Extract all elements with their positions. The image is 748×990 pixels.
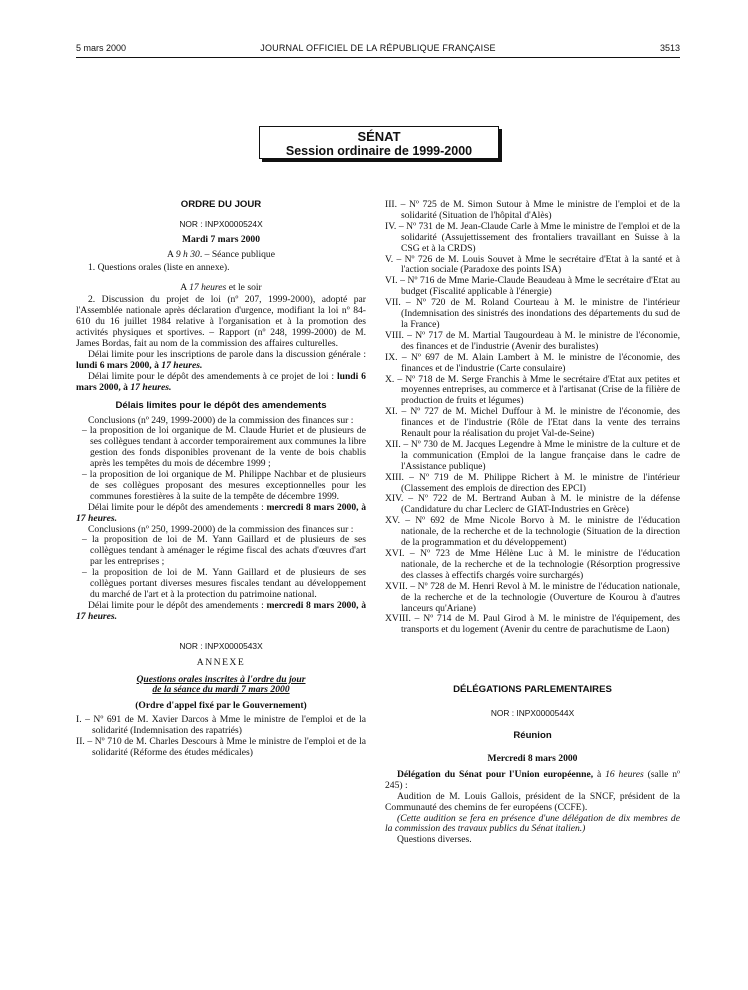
question-8: VIII. – Nº 717 de M. Martial Taugourdeau à M. le ministre de l'économie, des finances et de l'industrie (Avenir des buralistes): [385, 329, 680, 352]
question-3: III. – Nº 725 de M. Simon Sutour à Mme le ministre de l'emploi et de la solidarité (Situation de l'hôpital d'Alès): [385, 199, 680, 221]
delais-title: Délais limites pour le dépôt des amendements: [115, 399, 327, 411]
conclusions-250: Conclusions (nº 250, 1999-2000) de la commission des finances sur :: [88, 523, 354, 535]
question-11: XI. – Nº 727 de M. Michel Duffour à M. le ministre de l'économie, des finances et de l'industrie (Rôle de l'Etat dans la vente des terrains Renault pour la réalisation du projet Val-de-Seine): [385, 406, 680, 440]
question-4: IV. – Nº 731 de M. Jean-Claude Carle à Mme le ministre de l'emploi et de la solidarité (Assujettissement des frontaliers travaillant en Suisse à la CSG et à la CRDS): [385, 220, 680, 254]
question-9: IX. – Nº 697 de M. Alain Lambert à M. le ministre de l'économie, des finances et de l'industrie (Carte consulaire): [385, 351, 680, 374]
proposal-huriet: – la proposition de loi organique de M. Claude Huriet et de plusieurs de ses collègues tendant à accorder temporairement aux communes la libre gestion des fonds disponibles provenant de la vente de bois chablis après les tempêtes du mois de décembre 1999 ;: [82, 425, 366, 470]
senat-title: SÉNAT: [357, 129, 401, 144]
delegation-ue: Délégation du Sénat pour l'Union européenne, à 16 heures (salle nº 245) :: [385, 768, 680, 791]
annexe-title: ANNEXE: [196, 656, 246, 668]
nor-reference-annexe: NOR : INPX0000543X: [179, 640, 263, 651]
right-column: [385, 200, 680, 846]
left-column: [76, 200, 366, 759]
question-16: XVI. – Nº 723 de Mme Hélène Luc à M. le ministre de l'éducation nationale, de la recherche et de la technologie (Résorption progressive des classes à effectifs chargés voire surchargés): [385, 548, 680, 581]
reunion-day: Mercredi 8 mars 2000: [487, 752, 578, 764]
reunion-title: Réunion: [513, 730, 552, 742]
audition-note: (Cette audition se fera en présence d'une délégation de dix membres de la commission des travaux publics du Sénat italien.): [385, 812, 680, 835]
deadline-250: Délai limite pour le dépôt des amendements : mercredi 8 mars 2000, à 17 heures.: [76, 599, 366, 622]
agenda-item-2: 2. Discussion du projet de loi (nº 207, 1999-2000), adopté par l'Assemblée nationale après déclaration d'urgence, modifiant la loi nº 84-610 du 16 juillet 1984 relative à l'organisation et à la promotion des activités physiques et sportives. – Rapport (nº 248, 1999-2000) de M. James Bordas, fait au nom de la commission des affaires culturelles.: [76, 294, 366, 350]
questions-diverses: Questions diverses.: [397, 834, 472, 846]
senat-title-box: [259, 126, 499, 159]
deadline-249: Délai limite pour le dépôt des amendements : mercredi 8 mars 2000, à 17 heures.: [76, 501, 366, 524]
question-17: XVII. – Nº 728 de M. Henri Revol à M. le ministre de l'éducation nationale, de la recherche et de la technologie (Ouverture de Kourou à d'autres lanceurs qu'Ariane): [385, 580, 680, 614]
question-12: XII. – Nº 730 de M. Jacques Legendre à Mme le ministre de la culture et de la communication (Emploi de la langue française dans le cadre de l'Assistance publique): [385, 438, 680, 472]
deadline-speakers: Délai limite pour les inscriptions de parole dans la discussion générale : lundi 6 mars 2000, à 17 heures.: [76, 348, 366, 371]
header-title: JOURNAL OFFICIEL DE LA RÉPUBLIQUE FRANÇAISE: [260, 43, 496, 53]
agenda-item-1: 1. Questions orales (liste en annexe).: [88, 261, 230, 273]
afternoon-session: A 17 heures et le soir: [180, 281, 262, 293]
question-5: V. – Nº 726 de M. Louis Souvet à Mme le secrétaire d'Etat à la santé et à l'action sociale (Paradoxe des points ISA): [385, 253, 680, 276]
question-1: I. – Nº 691 de M. Xavier Darcos à Mme le ministre de l'emploi et de la solidarité (Indemnisation des rapatriés): [76, 714, 366, 737]
question-15: XV. – Nº 692 de Mme Nicole Borvo à M. le ministre de l'éducation nationale, de la recherche et de la technologie (Situation de la direction de la programmation et du développement): [385, 515, 680, 549]
proposal-gaillard-2: – la proposition de loi de M. Yann Gaillard et de plusieurs de ses collègues portant diverses mesures fiscales tendant au développement du marché de l'art et à la protection du patrimoine national.: [82, 567, 366, 600]
delegations-title: DÉLÉGATIONS PARLEMENTAIRES: [453, 684, 612, 696]
ordre-du-jour-title: ORDRE DU JOUR: [180, 199, 262, 210]
question-18: XVIII. – Nº 714 de M. Paul Girod à M. le ministre de l'équipement, des transports et du logement (Avenir du centre de parachutisme de Laon): [385, 613, 680, 636]
header-date: 5 mars 2000: [76, 43, 127, 53]
deadline-amendments: Délai limite pour le dépôt des amendements à ce projet de loi : lundi 6 mars 2000, à 17 heures.: [76, 370, 366, 393]
question-7: VII. – Nº 720 de M. Roland Courteau à M. le ministre de l'intérieur (Indemnisation des sinistrés des inondations des départements du sud de la France): [385, 297, 680, 330]
proposal-gaillard-1: – la proposition de loi de M. Yann Gaillard et de plusieurs de ses collègues tendant à aménager le régime fiscal des achats d'œuvres d'art par les entreprises ;: [82, 534, 366, 568]
questions-title-line2: de la séance du mardi 7 mars 2000: [152, 684, 290, 696]
question-14: XIV. – Nº 722 de M. Bertrand Auban à M. le ministre de la défense (Candidature du char Leclerc de GIAT-Industries en Grèce): [385, 493, 680, 516]
question-6: VI. – Nº 716 de Mme Marie-Claude Beaudeau à Mme le secrétaire d'Etat au budget (Fiscalité applicable à l'énergie): [385, 275, 680, 298]
question-2: II. – Nº 710 de M. Charles Descours à Mme le ministre de l'emploi et de la solidarité (Réforme des études médicales): [76, 736, 366, 758]
question-13: XIII. – Nº 719 de M. Philippe Richert à M. le ministre de l'intérieur (Classement des emplois de direction des EPCI): [385, 471, 680, 494]
page-header: [76, 43, 680, 58]
session-day: Mardi 7 mars 2000: [181, 233, 261, 245]
conclusions-249: Conclusions (nº 249, 1999-2000) de la commission des finances sur :: [88, 414, 354, 426]
nor-reference: NOR : INPX0000524X: [179, 218, 263, 229]
session-title: Session ordinaire de 1999-2000: [285, 144, 473, 158]
nor-reference-delegations: NOR : INPX0000544X: [490, 708, 575, 719]
questions-title-line1: Questions orales inscrites à l'ordre du jour: [136, 673, 306, 685]
header-page-number: 3513: [659, 43, 680, 53]
proposal-nachbar: – la proposition de loi organique de M. Philippe Nachbar et de plusieurs de ses collègues proposant des mesures exceptionnelles pour les communes forestières à la suite de la tempête de décembre 1999.: [82, 469, 366, 502]
question-10: X. – Nº 718 de M. Serge Franchis à Mme le secrétaire d'Etat aux petites et moyennes entreprises, au commerce et à l'artisanat (Crise de la filière de production de fruits et légumes): [385, 373, 680, 407]
audition-gallois: Audition de M. Louis Gallois, président de la SNCF, président de la Communauté des chemins de fer européens (CCFE).: [385, 790, 680, 813]
ordre-appel: (Ordre d'appel fixé par le Gouvernement): [135, 700, 307, 712]
morning-session: A 9 h 30. – Séance publique: [167, 248, 275, 260]
